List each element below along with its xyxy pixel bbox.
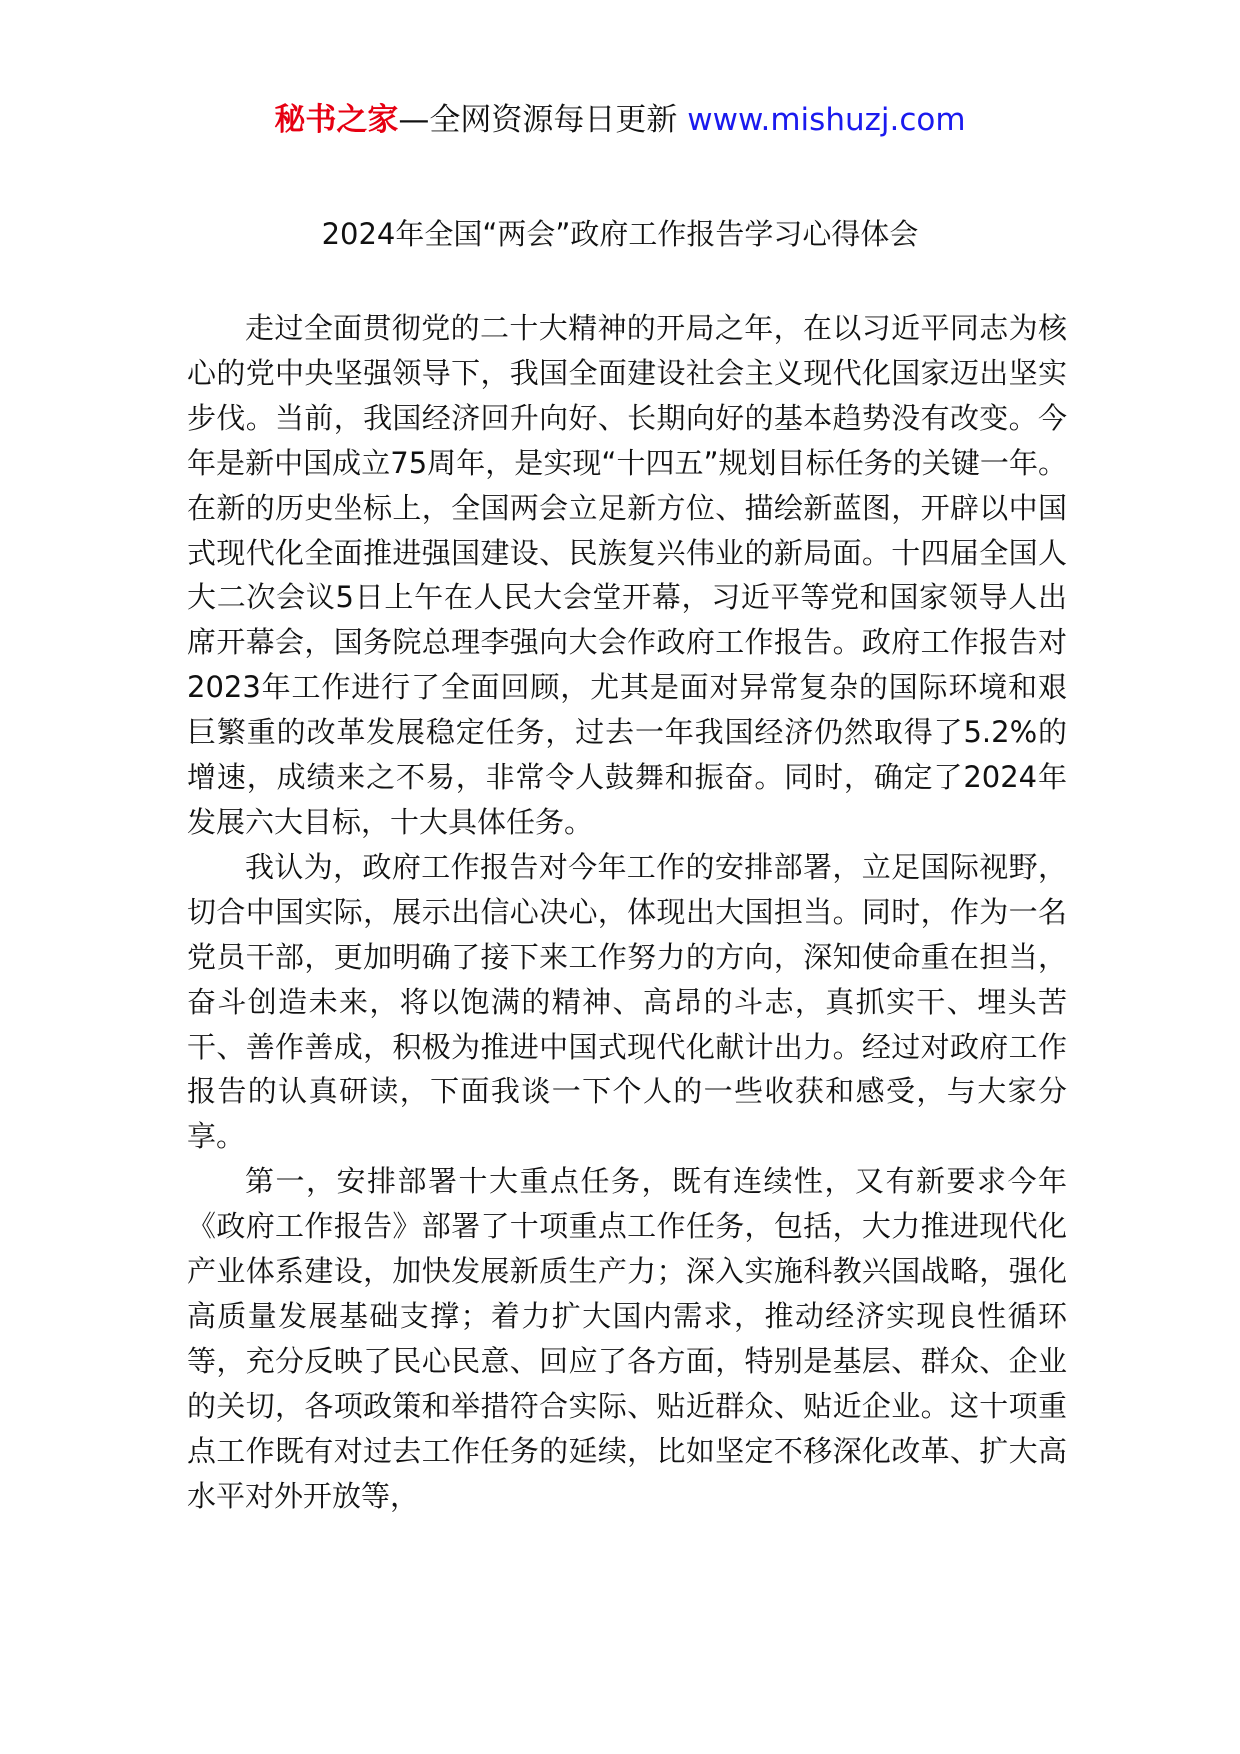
paragraph: 走过全面贯彻党的二十大精神的开局之年，在以习近平同志为核心的党中央坚强领导下，我国全面建设社会主义现代化国家迈出坚实步伐。当前，我国经济回升向好、长期向好的基本趋势没有改变。今年是新中国成立75周年，是实现“十四五”规划目标任务的关键一年。在新的历史坐标上，全国两会立足新方位、描绘新蓝图，开辟以中国式现代化全面推进强国建设、民族复兴伟业的新局面。十四届全国人大二次会议5日上午在人民大会堂开幕，习近平等党和国家领导人出席开幕会，国务院总理李强向大会作政府工作报告。政府工作报告对2023年工作进行了全面回顾，尤其是面对异常复杂的国际环境和艰巨繁重的改革发展稳定任务，过去一年我国经济仍然取得了5.2%的增速，成绩来之不易，非常令人鼓舞和振奋。同时，确定了2024年发展六大目标，十大具体任务。 xyxy=(187,311,1067,839)
paragraph: 我认为，政府工作报告对今年工作的安排部署，立足国际视野，切合中国实际，展示出信心决心，体现出大国担当。同时，作为一名党员干部，更加明确了接下来工作努力的方向，深知使命重在担当，奋斗创造未来，将以饱满的精神、高昂的斗志，真抓实干、埋头苦干、善作善成，积极为推进中国式现代化献计出力。经过对政府工作报告的认真研读，下面我谈一下个人的一些收获和感受，与大家分享。 xyxy=(187,849,1067,1154)
document-body xyxy=(187,306,1067,1518)
site-slogan: —全网资源每日更新 xyxy=(398,102,688,138)
site-url-link[interactable]: www.mishuzj.com xyxy=(687,102,966,138)
brand-name: 秘书之家 xyxy=(274,102,399,138)
paragraph: 第一，安排部署十大重点任务，既有连续性，又有新要求今年《政府工作报告》部署了十项重点工作任务，包括，大力推进现代化产业体系建设，加快发展新质生产力；深入实施科教兴国战略，强化高质量发展基础支撑；着力扩大国内需求，推动经济实现良性循环等，充分反映了民心民意、回应了各方面，特别是基层、群众、企业的关切，各项政策和举措符合实际、贴近群众、贴近企业。这十项重点工作既有对过去工作任务的延续，比如坚定不移深化改革、扩大高水平对外开放等， xyxy=(187,1164,1067,1513)
document-title: 2024年全国“两会”政府工作报告学习心得体会 xyxy=(321,217,919,251)
site-header xyxy=(0,98,1240,142)
